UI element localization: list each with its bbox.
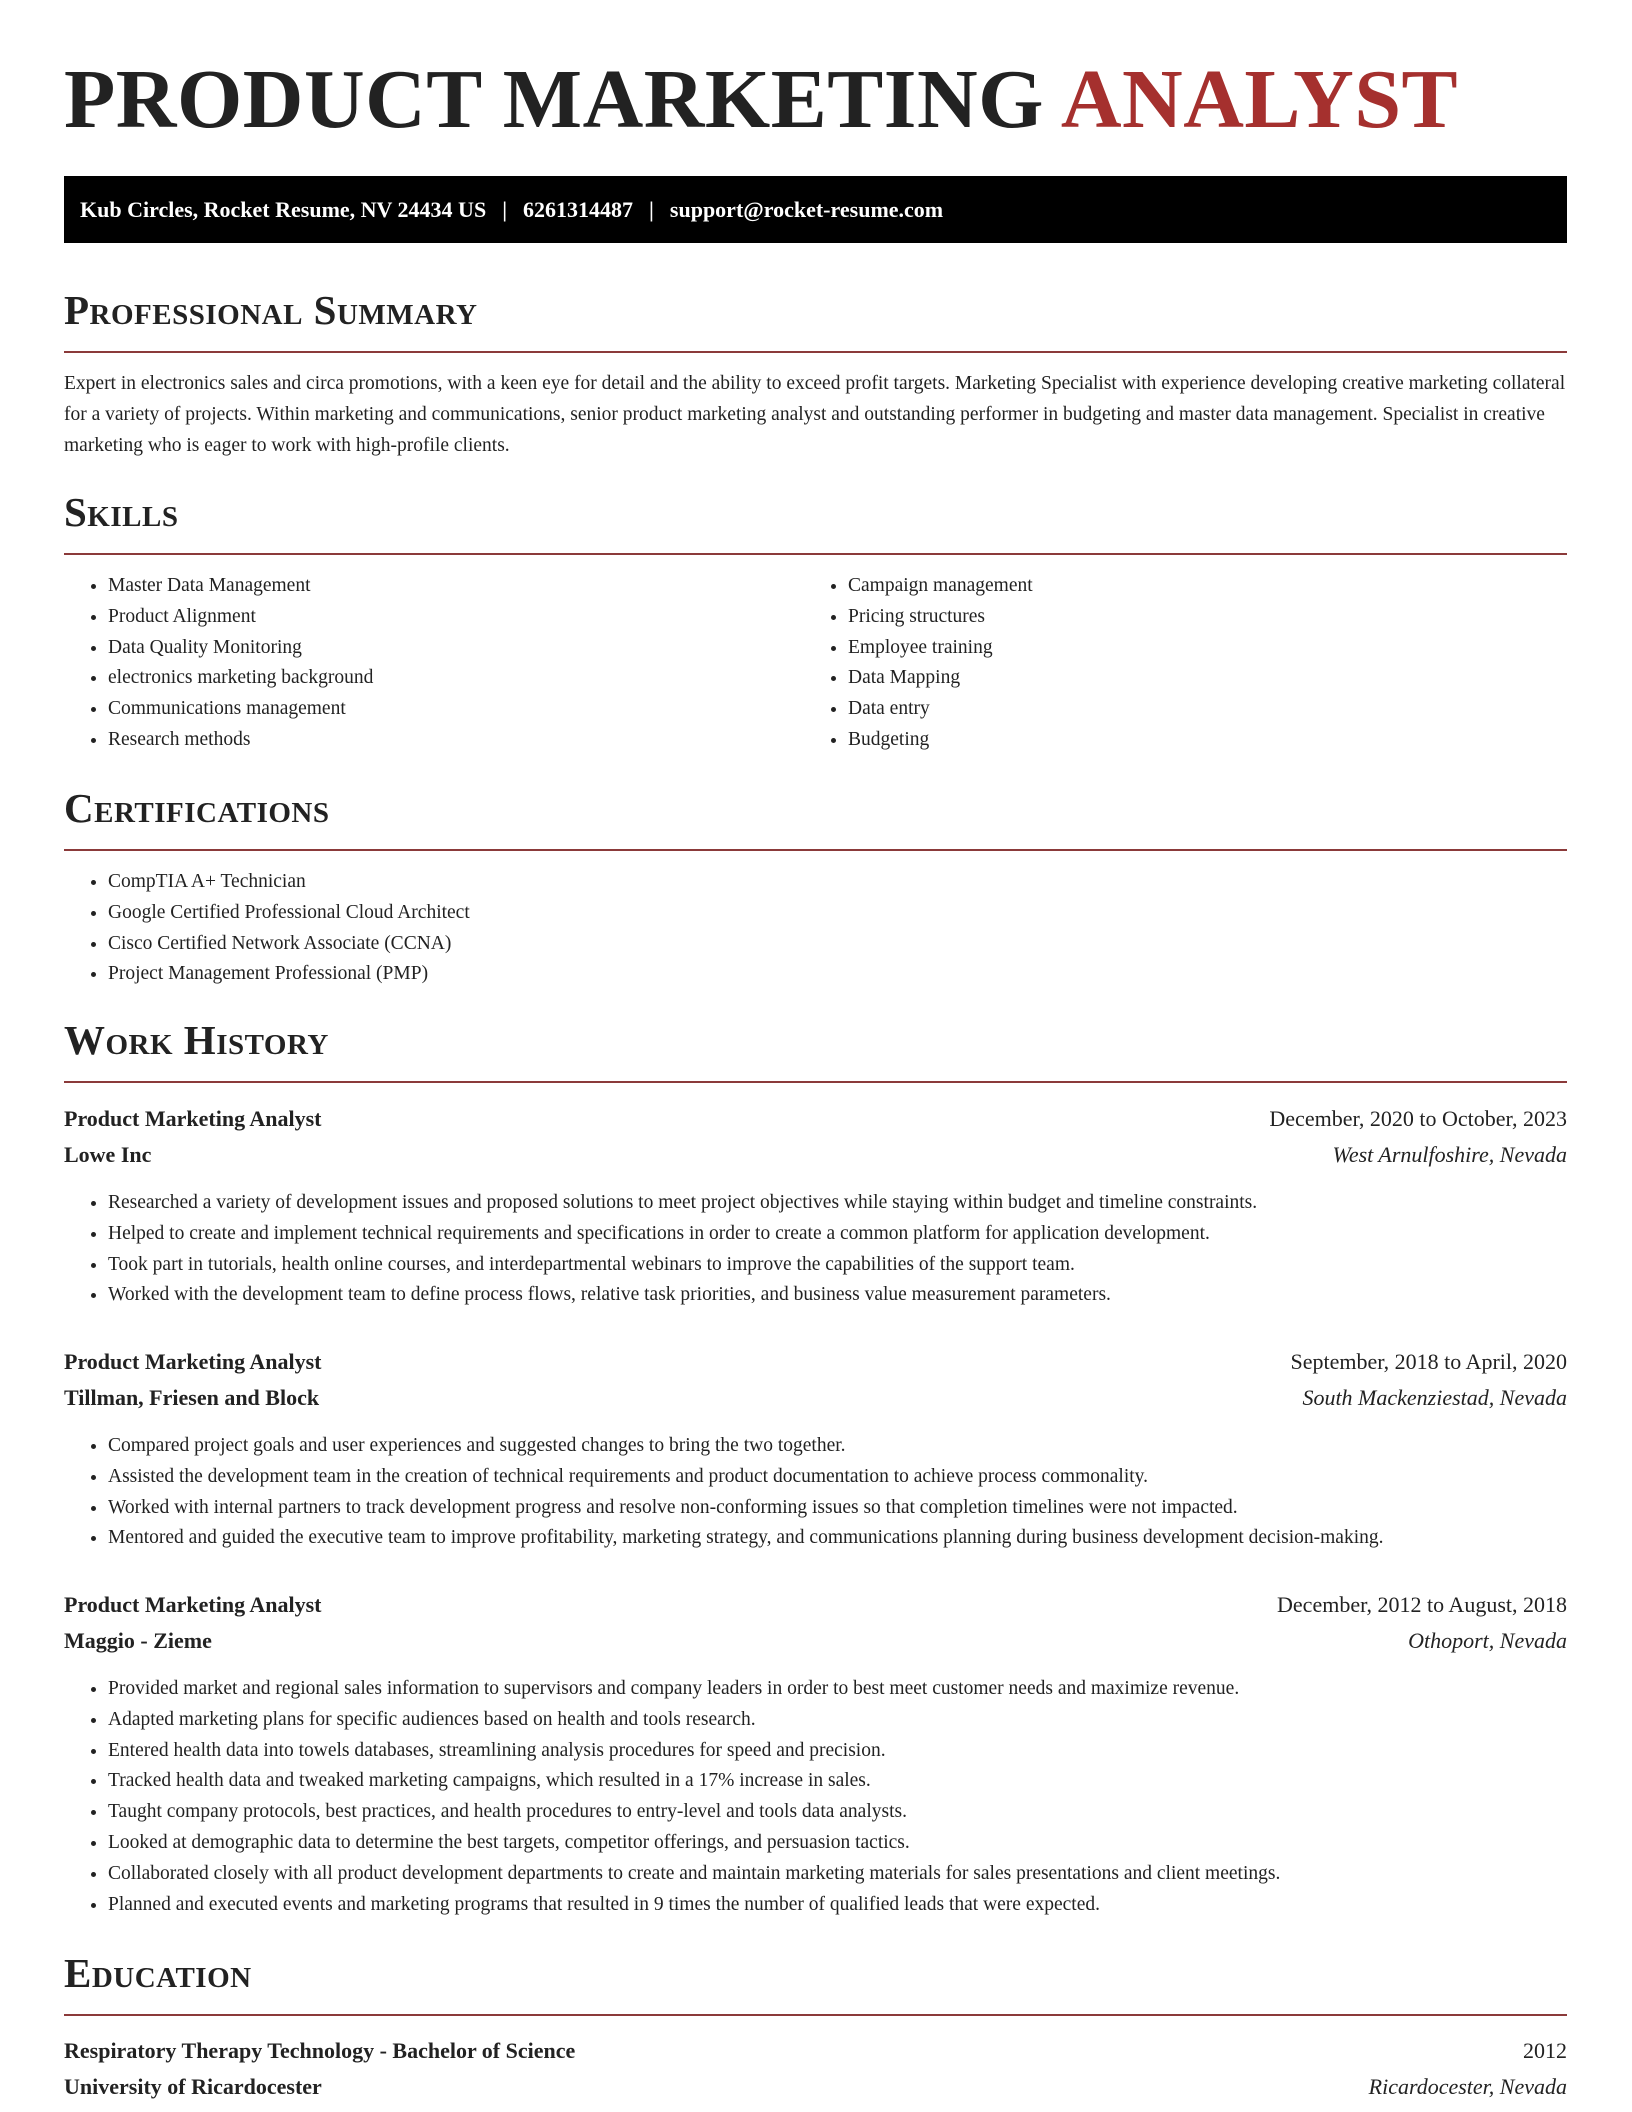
job-title: Product Marketing Analyst bbox=[64, 1349, 322, 1374]
skill-item: • Data Mapping bbox=[848, 663, 1033, 694]
job-header bbox=[64, 1594, 1567, 1616]
education-heading: Education bbox=[64, 1953, 1567, 2016]
job-bullet: • Tracked health data and tweaked marketing campaigns, which resulted in a 17% increase in sales. bbox=[108, 1766, 1280, 1797]
education-degree: Respiratory Therapy Technology - Bachelor of Science bbox=[64, 2038, 576, 2063]
job-bullet: • Planned and executed events and marketing programs that resulted in 9 times the number of qualified leads that were expected. bbox=[108, 1890, 1280, 1921]
job-company-row bbox=[64, 1387, 1567, 1409]
work-heading: Work History bbox=[64, 1020, 1567, 1083]
title-main: PRODUCT MARKETING bbox=[64, 53, 1044, 146]
job-company: Lowe Inc bbox=[64, 1142, 152, 1167]
job-bullet: • Taught company protocols, best practices, and health procedures to entry-level and tools data analysts. bbox=[108, 1797, 1280, 1828]
job-bullet: • Worked with the development team to define process flows, relative task priorities, and business value measurement parameters. bbox=[108, 1280, 1257, 1311]
skills-list-left bbox=[64, 571, 373, 756]
certifications-list bbox=[64, 867, 470, 990]
contact-separator: | bbox=[502, 196, 508, 222]
summary-heading: Professional Summary bbox=[64, 290, 1567, 353]
skill-item: • Employee training bbox=[848, 633, 1033, 664]
job-bullet: • Compared project goals and user experiences and suggested changes to bring the two together. bbox=[108, 1431, 1384, 1462]
skill-item: • Budgeting bbox=[848, 725, 1033, 756]
job-bullet: • Mentored and guided the executive team to improve profitability, marketing strategy, and communications planning during business development decision-making. bbox=[108, 1523, 1384, 1554]
certification-item: • Google Certified Professional Cloud Architect bbox=[108, 898, 470, 929]
job-bullet: • Researched a variety of development issues and proposed solutions to meet project objectives while staying within budget and timeline constraints. bbox=[108, 1188, 1257, 1219]
contact-phone: 6261314487 bbox=[523, 196, 634, 222]
job-bullet: • Helped to create and implement technical requirements and specifications in order to create a common platform for application development. bbox=[108, 1219, 1257, 1250]
education-location: Ricardocester, Nevada bbox=[1368, 2074, 1567, 2099]
job-bullets bbox=[64, 1431, 1384, 1554]
skill-item: • Data Quality Monitoring bbox=[108, 633, 373, 664]
certifications-heading: Certifications bbox=[64, 788, 1567, 851]
skill-item: • Pricing structures bbox=[848, 602, 1033, 633]
job-bullet: • Collaborated closely with all product development departments to create and maintain marketing materials for sales presentations and client meetings. bbox=[108, 1859, 1280, 1890]
skills-list-right bbox=[804, 571, 1033, 756]
job-bullet: • Adapted marketing plans for specific audiences based on health and tools research. bbox=[108, 1705, 1280, 1736]
job-bullets bbox=[64, 1188, 1257, 1311]
education-header bbox=[64, 2040, 1567, 2062]
job-bullets bbox=[64, 1674, 1280, 1920]
job-bullet: • Worked with internal partners to track development progress and resolve non-conforming issues so that completion timelines were not impacted. bbox=[108, 1493, 1384, 1524]
skill-item: • electronics marketing background bbox=[108, 663, 373, 694]
job-company-row bbox=[64, 1144, 1567, 1166]
certification-item: • CompTIA A+ Technician bbox=[108, 867, 470, 898]
job-company-row bbox=[64, 1630, 1567, 1652]
job-dates: September, 2018 to April, 2020 bbox=[1290, 1349, 1567, 1374]
job-bullet: • Assisted the development team in the creation of technical requirements and product documentation to achieve process commonality. bbox=[108, 1462, 1384, 1493]
summary-text: Expert in electronics sales and circa promotions, with a keen eye for detail and the ability to exceed profit targets. Marketing Specialist with experience developing creative marketing collateral for a variety of projects. Within marketing and communications, senior product marketing analyst and outstanding performer in budgeting and master data management. Specialist in creative marketing who is eager to work with high-profile clients. bbox=[64, 373, 1566, 456]
job-company: Tillman, Friesen and Block bbox=[64, 1385, 320, 1410]
resume-title bbox=[64, 53, 1459, 146]
job-location: Othoport, Nevada bbox=[1408, 1628, 1567, 1653]
skill-item: • Communications management bbox=[108, 694, 373, 725]
job-company: Maggio - Zieme bbox=[64, 1628, 212, 1653]
job-title: Product Marketing Analyst bbox=[64, 1592, 322, 1617]
title-accent: ANALYST bbox=[1060, 53, 1459, 146]
contact-bar bbox=[64, 176, 1567, 243]
skill-item: • Product Alignment bbox=[108, 602, 373, 633]
job-bullet: • Looked at demographic data to determine the best targets, competitor offerings, and persuasion tactics. bbox=[108, 1828, 1280, 1859]
certification-item: • Cisco Certified Network Associate (CCNA) bbox=[108, 929, 470, 960]
skill-item: • Campaign management bbox=[848, 571, 1033, 602]
job-header bbox=[64, 1351, 1567, 1373]
job-location: South Mackenziestad, Nevada bbox=[1302, 1385, 1567, 1410]
contact-separator: | bbox=[649, 196, 654, 222]
job-location: West Arnulfoshire, Nevada bbox=[1332, 1142, 1567, 1167]
education-school-row bbox=[64, 2076, 1567, 2098]
job-header bbox=[64, 1108, 1567, 1130]
education-year: 2012 bbox=[1523, 2038, 1567, 2063]
job-title: Product Marketing Analyst bbox=[64, 1106, 322, 1131]
skill-item: • Master Data Management bbox=[108, 571, 373, 602]
contact-email: support@rocket-resume.com bbox=[669, 196, 944, 222]
education-school: University of Ricardocester bbox=[64, 2074, 322, 2099]
skill-item: • Research methods bbox=[108, 725, 373, 756]
job-bullet: • Took part in tutorials, health online courses, and interdepartmental webinars to improve the capabilities of the support team. bbox=[108, 1250, 1257, 1281]
job-bullet: • Entered health data into towels databases, streamlining analysis procedures for speed and precision. bbox=[108, 1736, 1280, 1767]
skill-item: • Data entry bbox=[848, 694, 1033, 725]
job-dates: December, 2020 to October, 2023 bbox=[1269, 1106, 1567, 1131]
contact-address: Kub Circles, Rocket Resume, NV 24434 US bbox=[80, 196, 487, 222]
skills-heading: Skills bbox=[64, 492, 1567, 555]
job-bullet: • Provided market and regional sales information to supervisors and company leaders in order to best meet customer needs and maximize revenue. bbox=[108, 1674, 1280, 1705]
job-dates: December, 2012 to August, 2018 bbox=[1277, 1592, 1567, 1617]
certification-item: • Project Management Professional (PMP) bbox=[108, 959, 470, 990]
